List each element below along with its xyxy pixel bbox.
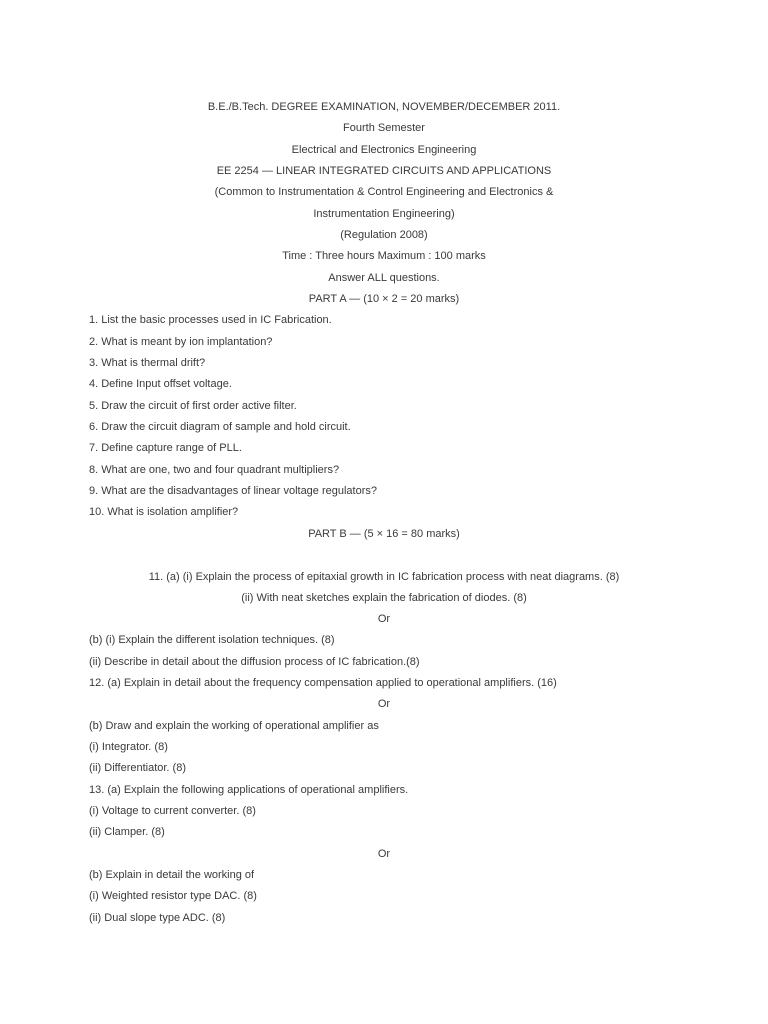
- question-12a: 12. (a) Explain in detail about the frequency compensation applied to operational amplifiers. (16): [89, 677, 557, 689]
- question-12b-i: (i) Integrator. (8): [89, 741, 168, 753]
- question-13a: 13. (a) Explain the following applications of operational amplifiers.: [89, 784, 409, 796]
- question-11b-i: (b) (i) Explain the different isolation techniques. (8): [89, 634, 335, 646]
- question-12b-ii: (ii) Differentiator. (8): [89, 762, 186, 774]
- part-a-question: 5. Draw the circuit of first order active filter.: [89, 400, 297, 412]
- regulation: (Regulation 2008): [340, 229, 428, 241]
- part-a-question: 2. What is meant by ion implantation?: [89, 336, 273, 348]
- question-13b-ii: (ii) Dual slope type ADC. (8): [89, 912, 226, 924]
- question-11b-ii: (ii) Describe in detail about the diffusion process of IC fabrication.(8): [89, 656, 420, 668]
- part-a-question: 3. What is thermal drift?: [89, 357, 206, 369]
- question-13b: (b) Explain in detail the working of: [89, 869, 255, 881]
- question-13a-i: (i) Voltage to current converter. (8): [89, 805, 256, 817]
- exam-title: B.E./B.Tech. DEGREE EXAMINATION, NOVEMBER/DECEMBER 2011.: [207, 101, 561, 113]
- part-a-question: 6. Draw the circuit diagram of sample and hold circuit.: [89, 421, 351, 433]
- part-a-question: 7. Define capture range of PLL.: [89, 442, 242, 454]
- part-b-title: PART B — (5 × 16 = 80 marks): [308, 528, 460, 540]
- or-separator: Or: [377, 698, 391, 710]
- part-a-title: PART A — (10 × 2 = 20 marks): [308, 293, 460, 305]
- branch: Electrical and Electronics Engineering: [291, 144, 477, 156]
- part-a-question: 1. List the basic processes used in IC Fabrication.: [89, 314, 332, 326]
- part-a-question: 8. What are one, two and four quadrant multipliers?: [89, 464, 340, 476]
- semester: Fourth Semester: [343, 122, 425, 134]
- question-11a-i: 11. (a) (i) Explain the process of epitaxial growth in IC fabrication process with neat diagrams. (8): [148, 571, 620, 583]
- question-13b-i: (i) Weighted resistor type DAC. (8): [89, 890, 257, 902]
- time-and-marks: Time : Three hours Maximum : 100 marks: [282, 250, 486, 262]
- part-a-question: 9. What are the disadvantages of linear voltage regulators?: [89, 485, 378, 497]
- question-11a-ii: (ii) With neat sketches explain the fabrication of diodes. (8): [241, 592, 527, 604]
- subject-title: EE 2254 — LINEAR INTEGRATED CIRCUITS AND APPLICATIONS: [216, 165, 552, 177]
- question-13a-ii: (ii) Clamper. (8): [89, 826, 165, 838]
- instruction: Answer ALL questions.: [328, 272, 440, 284]
- part-a-question: 4. Define Input offset voltage.: [89, 378, 232, 390]
- common-to-line-1: (Common to Instrumentation & Control Engineering and Electronics &: [214, 186, 554, 198]
- common-to-line-2: Instrumentation Engineering): [313, 208, 455, 220]
- question-12b: (b) Draw and explain the working of operational amplifier as: [89, 720, 379, 732]
- or-separator: Or: [377, 613, 391, 625]
- or-separator: Or: [377, 848, 391, 860]
- part-a-question: 10. What is isolation amplifier?: [89, 506, 239, 518]
